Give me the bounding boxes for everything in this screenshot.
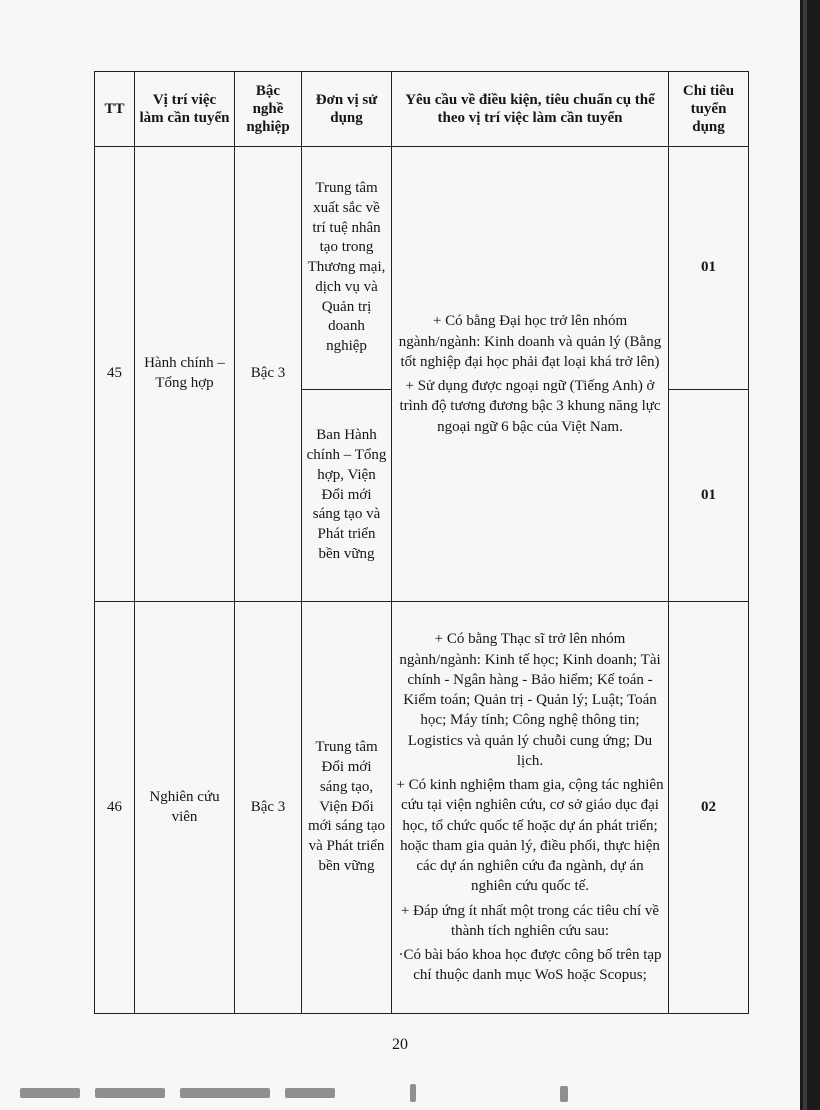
table-row [95,147,749,390]
header-quota: Chỉ tiêu tuyển dụng [669,72,749,147]
header-level: Bậc nghề nghiệp [235,72,302,147]
table-header-row [95,72,749,147]
row-45-unit-2: Ban Hành chính – Tổng hợp, Viện Đổi mới sáng tạo và Phát triển bền vững [302,390,392,602]
row-46-quota: 02 [669,602,749,1014]
row-46-tt: 46 [95,602,135,1014]
requirement-item: + Sử dụng được ngoại ngữ (Tiếng Anh) ở trình độ tương đương bậc 3 khung năng lực ngoại ngữ 6 bậc của Việt Nam. [399,378,661,435]
header-unit: Đơn vị sử dụng [302,72,392,147]
row-46-requirements [392,602,669,1014]
row-45-requirements [392,147,669,602]
scan-artifact [0,1080,800,1110]
row-45-quota-1: 01 [669,147,749,390]
header-requirements: Yêu cầu về điều kiện, tiêu chuẩn cụ thể theo vị trí việc làm cần tuyển [392,72,669,147]
table-row [95,602,749,1014]
row-45-tt: 45 [95,147,135,602]
recruitment-table [94,71,749,1014]
row-45-unit-1: Trung tâm xuất sắc về trí tuệ nhân tạo trong Thương mại, dịch vụ và Quản trị doanh nghiệp [302,147,392,390]
header-tt: TT [95,72,135,147]
page-number: 20 [392,1036,408,1053]
requirement-item: + Có bằng Thạc sĩ trở lên nhóm ngành/ngành: Kinh tế học; Kinh doanh; Tài chính - Ngân hàng - Bảo hiểm; Kế toán - Kiểm toán; Quản trị - Quản lý; Luật; Toán học; Máy tính; Công nghệ thông tin; Logistics và quản lý chuỗi cung ứng; Du lịch. [399,631,661,769]
row-45-quota-2: 01 [669,390,749,602]
requirement-item: + Đáp ứng ít nhất một trong các tiêu chí về thành tích nghiên cứu sau: [400,902,660,939]
row-45-level: Bậc 3 [235,147,302,602]
requirement-item: + Có bằng Đại học trở lên nhóm ngành/ngành: Kinh doanh và quản lý (Bằng tốt nghiệp đại học phải đạt loại khá trở lên) [398,313,662,370]
scan-edge [800,0,820,1110]
header-position: Vị trí việc làm cần tuyển [135,72,235,147]
row-46-position: Nghiên cứu viên [135,602,235,1014]
row-46-unit: Trung tâm Đổi mới sáng tạo, Viện Đổi mới sáng tạo và Phát triển bền vững [302,602,392,1014]
requirement-item: ·Có bài báo khoa học được công bố trên tạp chí thuộc danh mục WoS hoặc Scopus; [398,947,662,984]
row-46-level: Bậc 3 [235,602,302,1014]
row-45-position: Hành chính – Tổng hợp [135,147,235,602]
requirement-item: + Có kinh nghiệm tham gia, cộng tác nghiên cứu tại viện nghiên cứu, cơ sở giáo dục đại học, tổ chức quốc tế hoặc dự án phát triển; hoặc tham gia quản lý, điều phối, thực hiện các dự án nghiên cứu đa ngành, dự án nghiên cứu quốc tế. [396,777,664,895]
